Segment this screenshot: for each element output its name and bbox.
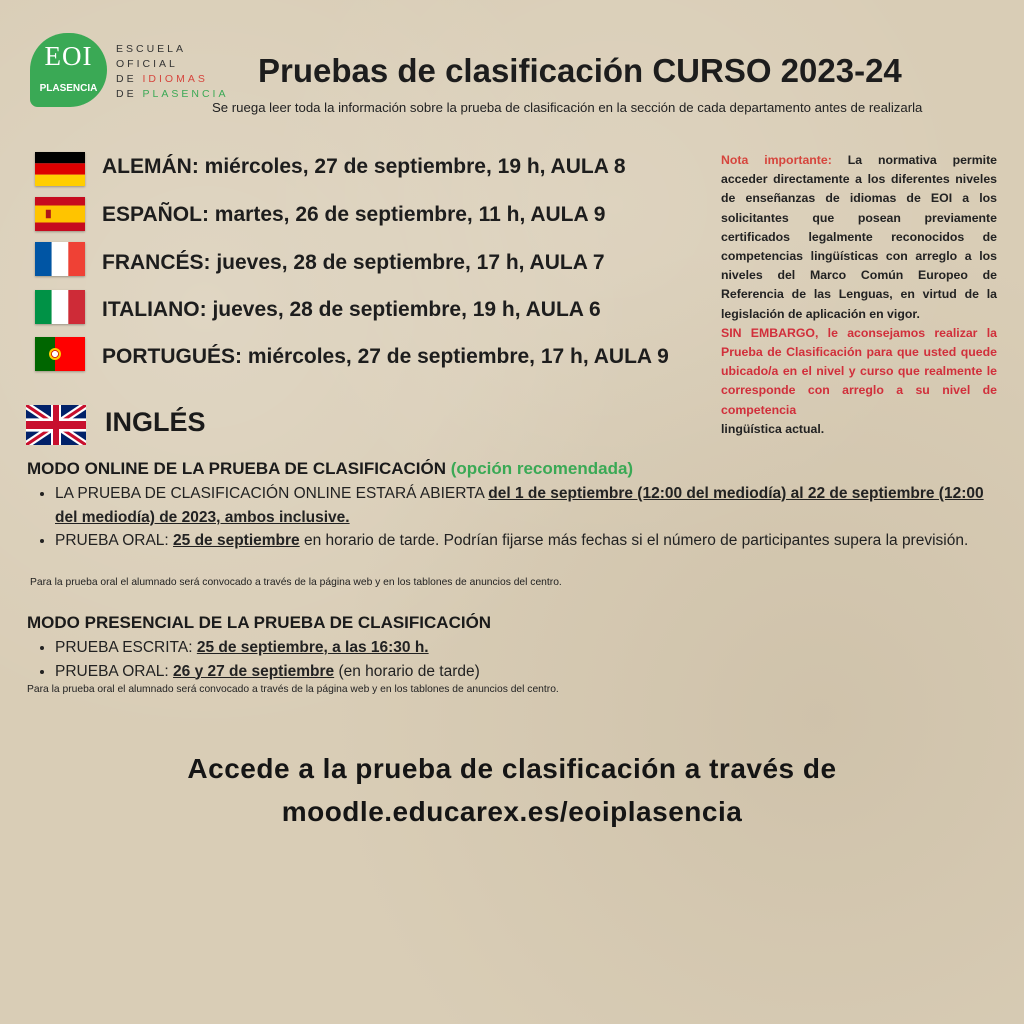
uk-flag-icon — [26, 405, 86, 445]
important-note — [721, 151, 997, 439]
presencial-oral-note: Para la prueba oral el alumnado será convocado a través de la página web y en los tablones de anuncios del centro. — [27, 684, 559, 695]
language-name: PORTUGUÉS: — [102, 345, 243, 368]
logo-wordmark — [116, 42, 228, 102]
language-row-frances — [102, 251, 605, 275]
language-row-portugues — [102, 345, 669, 369]
logo-line-2: OFICIAL — [116, 58, 178, 70]
online-mode-heading: MODO ONLINE DE LA PRUEBA DE CLASIFICACIÓN (opción recomendada) — [27, 459, 634, 478]
recommended-tag: (opción recomendada) — [450, 459, 634, 478]
language-detail: miércoles, 27 de septiembre, 19 h, AULA 8 — [204, 155, 626, 178]
online-mode-list — [20, 482, 1001, 553]
italy-flag-icon — [35, 290, 85, 324]
language-detail: miércoles, 27 de septiembre, 17 h, AULA 9 — [247, 345, 669, 368]
language-name: ESPAÑOL: — [102, 203, 209, 226]
list-item: • PRUEBA ORAL: 26 y 27 de septiembre (en horario de tarde) — [55, 660, 1001, 684]
note-tail: lingüística actual. — [721, 421, 825, 436]
logo-line-1: ESCUELA — [116, 43, 187, 55]
page-subtitle: Se ruega leer toda la información sobre la prueba de clasificación en la sección de cada departamento antes de realizarla — [212, 100, 923, 115]
ingles-heading: INGLÉS — [105, 407, 206, 437]
spain-flag-icon — [35, 197, 85, 231]
online-oral-note: Para la prueba oral el alumnado será convocado a través de la página web y en los tablones de anuncios del centro. — [30, 577, 562, 588]
list-item: • PRUEBA ESCRITA: 25 de septiembre, a las 16:30 h. — [55, 636, 1001, 660]
cta-link[interactable]: moodle.educarex.es/eoiplasencia — [281, 796, 743, 827]
language-row-espanol — [102, 203, 605, 227]
language-detail: jueves, 28 de septiembre, 17 h, AULA 7 — [216, 251, 605, 274]
language-name: FRANCÉS: — [102, 251, 211, 274]
language-detail: jueves, 28 de septiembre, 19 h, AULA 6 — [212, 298, 601, 321]
logo-line-4: DE PLASENCIA — [116, 88, 229, 100]
france-flag-icon — [35, 242, 85, 276]
note-warning: SIN EMBARGO, le aconsejamos realizar la Prueba de Clasificación para que usted quede ubicado/a en el nivel y curso que realmente le corresponde con arreglo a su nivel de competencia — [721, 325, 997, 417]
language-name: ITALIANO: — [102, 298, 207, 321]
portugal-flag-icon — [35, 337, 85, 371]
page-title: Pruebas de clasificación CURSO 2023-24 — [258, 52, 902, 89]
language-row-italiano — [102, 298, 601, 322]
presencial-mode-list — [20, 636, 1001, 683]
language-detail: martes, 26 de septiembre, 11 h, AULA 9 — [214, 203, 606, 226]
eoi-logo — [30, 33, 107, 107]
language-row-aleman — [102, 155, 626, 179]
cta-line-1: Accede a la prueba de clasificación a través de — [187, 753, 837, 784]
germany-flag-icon — [35, 152, 85, 186]
cta-text — [0, 747, 1024, 833]
language-name: ALEMÁN: — [102, 155, 199, 178]
list-item: • PRUEBA ORAL: 25 de septiembre en horario de tarde. Podrían fijarse más fechas si el número de participantes supera la previsión. — [55, 529, 1001, 553]
note-lead: Nota importante: — [721, 153, 832, 167]
list-item: • LA PRUEBA DE CLASIFICACIÓN ONLINE ESTARÁ ABIERTA del 1 de septiembre (12:00 del mediodía) al 22 de septiembre (12:00 del mediodía) de 2023, ambos inclusive. — [55, 482, 1001, 529]
logo-line-3: DE IDIOMAS — [116, 73, 208, 85]
logo-abbr: EOI — [44, 41, 93, 71]
logo-city: PLASENCIA — [39, 83, 98, 94]
note-body: La normativa permite acceder directamente a los diferentes niveles de enseñanzas de idiomas de EOI a los solicitantes que posean previamente certificados legalmente reconocidos de competencias lingüísticas con arreglo a los niveles del Marco Común Europeo de Referencia de las Lenguas, en virtud de la legislación de aplicación en vigor. — [721, 153, 997, 321]
presencial-mode-heading: MODO PRESENCIAL DE LA PRUEBA DE CLASIFICACIÓN — [27, 613, 492, 632]
